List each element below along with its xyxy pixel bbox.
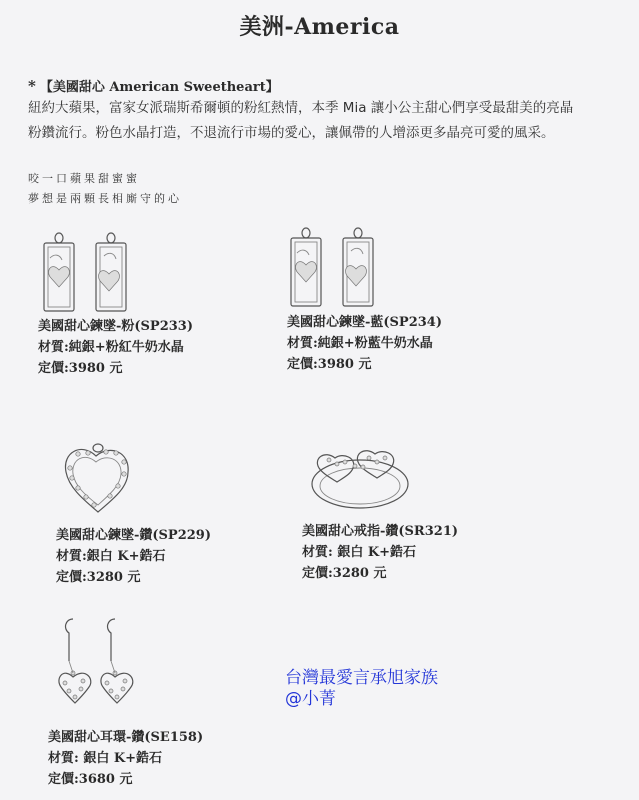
watermark-line: @小菁 — [285, 689, 336, 709]
watermark — [285, 668, 438, 710]
product-name: 美國甜心鍊墜-粉(SP233) — [38, 319, 193, 334]
product-info — [48, 727, 203, 790]
product-price: 定價:3280 元 — [56, 570, 141, 585]
product-price: 定價:3280 元 — [302, 566, 387, 581]
intro-line: 粉鑽流行。粉色水晶打造，不退流行市場的愛心，讓佩帶的人增添更多晶亮可愛的風采。 — [28, 125, 555, 141]
product-name: 美國甜心耳環-鑽(SE158) — [48, 730, 204, 745]
tagline-line: 咬一口蘋果甜蜜蜜 — [28, 172, 140, 185]
product-price: 定價:3980 元 — [38, 361, 123, 376]
product-name: 美國甜心戒指-鑽(SR321) — [302, 524, 459, 539]
tagline-line: 夢想是兩顆長相廝守的心 — [28, 192, 182, 205]
watermark-line: 台灣最愛言承旭家族 — [285, 668, 438, 688]
product-info — [38, 316, 193, 379]
tag-pendant-pair-icon — [38, 230, 138, 315]
product-material: 材質:純銀+粉紅牛奶水晶 — [38, 340, 184, 355]
product-material: 材質: 銀白 K+鋯石 — [48, 751, 163, 766]
heart-ring-icon — [305, 440, 415, 515]
intro-line: 紐約大蘋果，富家女派瑞斯希爾頓的粉紅熱情，本季 Mia 讓小公主甜心們享受最甜美的亮晶 — [28, 100, 574, 116]
product-name: 美國甜心鍊墜-鑽(SP229) — [56, 528, 211, 543]
collection-title: 【美國甜心 American Sweetheart】 — [39, 80, 279, 95]
product-name: 美國甜心鍊墜-藍(SP234) — [287, 315, 442, 330]
product-info — [302, 521, 458, 584]
product-info — [287, 312, 442, 375]
product-material: 材質:純銀+粉藍牛奶水晶 — [287, 336, 433, 351]
heart-pendant-icon — [58, 442, 138, 517]
product-material: 材質: 銀白 K+鋯石 — [302, 545, 417, 560]
tag-pendant-pair-icon — [285, 225, 385, 310]
intro-paragraph — [28, 96, 628, 146]
bullet-star: * — [28, 77, 36, 95]
product-price: 定價:3980 元 — [287, 357, 372, 372]
product-material: 材質:銀白 K+鋯石 — [56, 549, 166, 564]
page-title: 美洲-America — [239, 14, 400, 40]
product-price: 定價:3680 元 — [48, 772, 133, 787]
product-info — [56, 525, 211, 588]
heart-earrings-icon — [55, 615, 145, 720]
section-heading — [28, 76, 279, 95]
